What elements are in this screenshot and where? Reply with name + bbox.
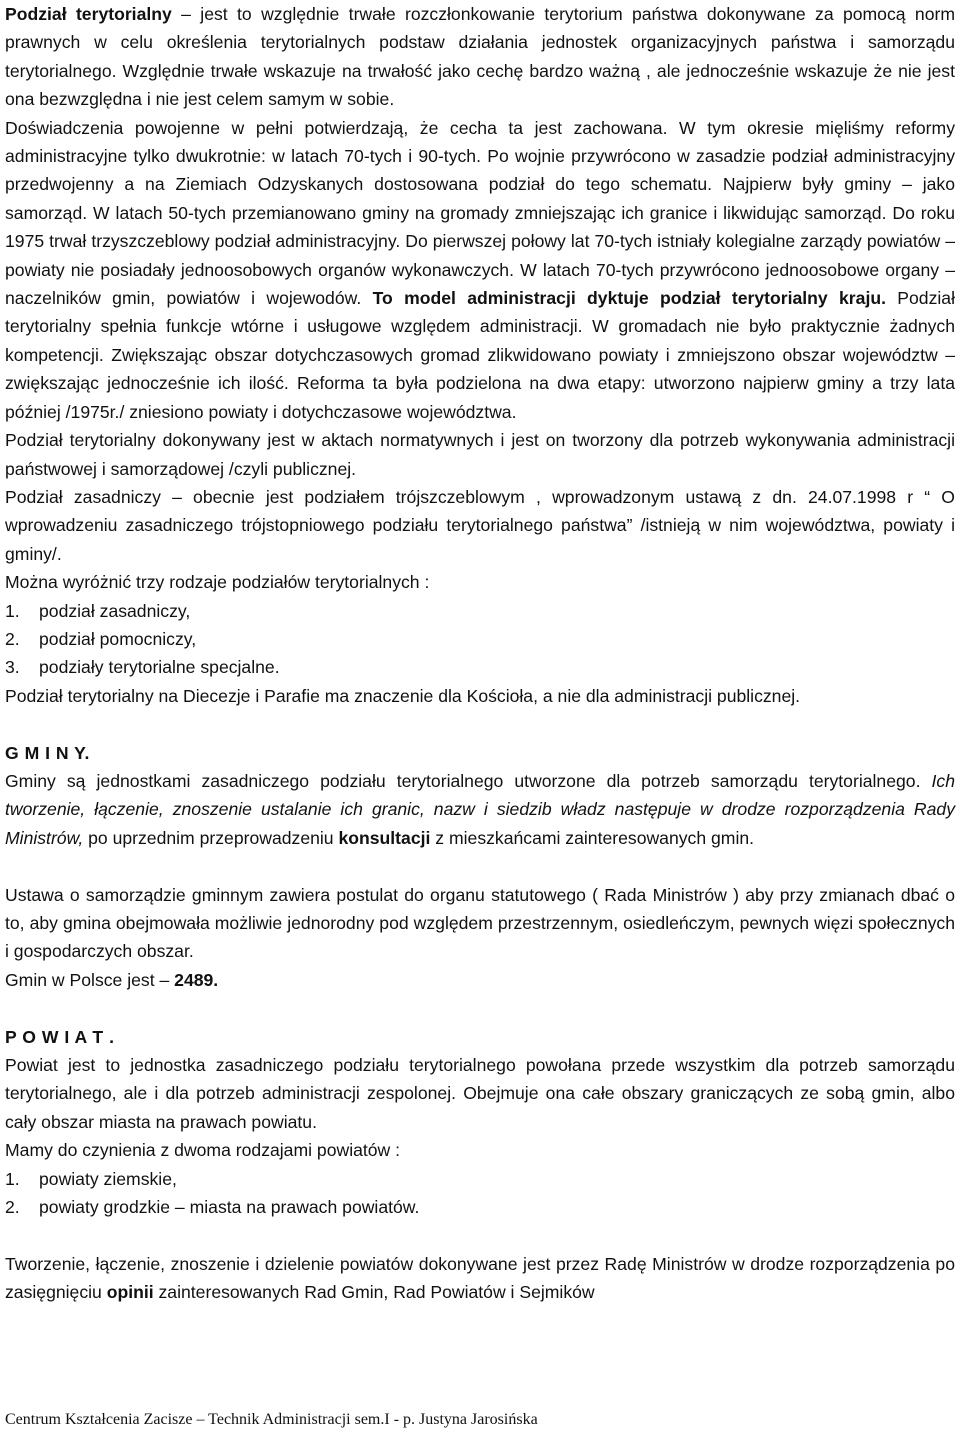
emphasis-konsultacji: konsultacji [338,827,431,848]
spacer [5,1221,955,1249]
list-powiat-types [5,1165,955,1222]
paragraph-powiat: Powiat jest to jednostka zasadniczego podziału terytorialnego powołana przede wszystkim dla potrzeb samorządu terytorialnego, ale i dla potrzeb administracji zespolonej. Obejmuje ona całe obszary graniczących ze sobą gmin, albo cały obszar miasta na prawach powiatu. [5,1054,955,1132]
list-item: 2. powiaty grodzkie – miasta na prawach powiatów. [5,1197,420,1218]
paragraph-gminy: Gminy są jednostkami zasadniczego podziału terytorialnego utworzone dla potrzeb samorządu terytorialnego. Ich tworzenie, łączenie, znoszenie ustalanie ich granic, nazw i siedzib władz następuje w drodze rozporządzenia Rady Ministrów, po uprzednim przeprowadzeniu konsultacji z mieszkańcami zainteresowanych gmin. [5,770,955,848]
paragraph-history: Doświadczenia powojenne w pełni potwierdzają, że cecha ta jest zachowana. W tym okresie mięliśmy reformy administracyjne tylko dwukrotnie: w latach 70-tych i 90-tych. Po wojnie przywrócono w zasadzie podział administracyjny przedwojenny a na Ziemiach Odzyskanych dostosowana podział do tego schematu. Najpierw były gminy – jako samorząd. W latach 50-tych przemianowano gminy na gromady zmniejszając ich granice i likwidując samorząd. Do roku 1975 trwał trzyszczeblowy podział administracyjny. Do pierwszej połowy lat 70-tych istniały kolegialne zarządy powiatów – powiaty nie posiadały jednoosobowych organów wykonawczych. W latach 70-tych przywrócono jednoosobowe organy – naczelników gmin, powiatów i wojewodów. To model administracji dyktuje podział terytorialny kraju. Podział terytorialny spełnia funkcje wtórne i usługowe względem administracji. W gromadach nie było praktycznie żadnych kompetencji. Zwiększając obszar dotychczasowych gromad zlikwidowano powiaty i zmniejszono obszar województw – zwiększając jednocześnie ich ilość. Reforma ta była podzielona na dwa etapy: utworzono najpierw gminy a trzy lata później /1975r./ zniesiono powiaty i dotychczasowe województwa. [5,117,955,422]
spacer [5,994,955,1022]
paragraph-basic-division: Podział zasadniczy – obecnie jest podziałem trójszczeblowym , wprowadzonym ustawą z dn. 24.07.1998 r “ O wprowadzeniu zasadniczego trójstopniowego podziału terytorialnego państwa” /istnieją w nim województwa, powiaty i gminy/. [5,486,955,564]
heading-gminy: G M I N Y. [5,742,90,763]
paragraph-normative-acts: Podział terytorialny dokonywany jest w aktach normatywnych i jest on tworzony dla potrzeb wykonywania administracji państwowej i samorządowej /czyli publicznej. [5,430,955,479]
paragraph-powiat-types-intro: Mamy do czynienia z dwoma rodzajami powiatów : [5,1140,401,1161]
document-page [5,0,955,1307]
list-item: 3. podziały terytorialne specjalne. [5,657,280,678]
paragraph-definition: Podział terytorialny – jest to względnie trwałe rozczłonkowanie terytorium państwa dokonywane za pomocą norm prawnych w celu określenia terytorialnych podstaw działania jednostek organizacyjnych państwa i samorządu terytorialnego. Względnie trwałe wskazuje na trwałość jako cechę bardzo ważną , ale jednocześnie wskazuje że nie jest ona bezwzględna i nie jest celem samym w sobie. [5,4,956,110]
list-item: 1. podział zasadniczy, [5,600,191,621]
spacer [5,852,955,880]
emphasis-gmin-count: 2489. [174,969,219,990]
emphasis-opinii: opinii [106,1282,154,1303]
emphasis-model: To model administracji dyktuje podział terytorialny kraju. [372,288,886,309]
list-item: 2. podział pomocniczy, [5,628,197,649]
paragraph-statute: Ustawa o samorządzie gminnym zawiera postulat do organu statutowego ( Rada Ministrów ) aby przy zmianach dbać o to, aby gmina obejmowała możliwie jednorodny pod względem przestrzennym, osiedleńczym, pewnych więzi społecznych i gospodarczych obszar. [5,884,955,962]
term-podzial-terytorialny: Podział terytorialny [5,4,172,24]
list-item: 1. powiaty ziemskie, [5,1168,177,1189]
paragraph-gmin-count: Gmin w Polsce jest – 2489. [5,969,219,990]
list-division-types [5,597,955,682]
italic-creation-procedure: Ich tworzenie, łączenie, znoszenie ustalanie ich granic, nazw i siedzib władz następuje w drodze rozporządzenia Rady Ministrów, [5,770,955,848]
paragraph-powiat-creation: Tworzenie, łączenie, znoszenie i dzielenie powiatów dokonywane jest przez Radę Ministrów w drodze rozporządzenia po zasięgnięciu opinii zainteresowanych Rad Gmin, Rad Powiatów i Sejmików [5,1253,955,1303]
paragraph-dioceses: Podział terytorialny na Diecezje i Parafie ma znaczenie dla Kościoła, a nie dla administracji publicznej. [5,685,801,706]
spacer [5,710,955,738]
paragraph-types-intro: Można wyróżnić trzy rodzaje podziałów terytorialnych : [5,572,430,593]
page-footer: Centrum Kształcenia Zacisze – Technik Administracji sem.I - p. Justyna Jarosińska [5,1411,538,1428]
heading-powiat: P O W I A T . [5,1026,115,1047]
